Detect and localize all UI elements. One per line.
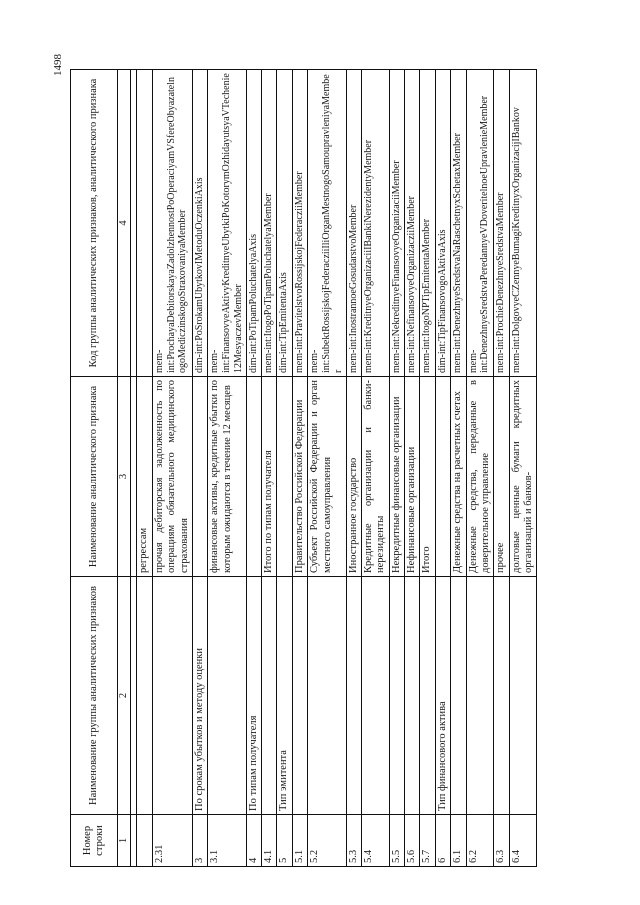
column-number-row [118, 70, 131, 867]
row-number-cell: 5.3 [346, 815, 361, 867]
feature-name-cell: Итого по типам получателя [262, 377, 277, 577]
code-cell: mem-int:NekreditnyeFinansovyeOrganizaciiMember [389, 70, 404, 377]
feature-name-cell: прочее [494, 377, 509, 577]
table-row [405, 70, 420, 867]
header-row [71, 70, 118, 867]
row-number-cell: 4.1 [262, 815, 277, 867]
code-cell: dim-int:TipEmitentaAxis [277, 70, 292, 377]
group-name-cell: По срокам убытков и методу оценки [192, 577, 207, 815]
feature-name-cell: прочая дебиторская задолженность по операциям обязательного медицинского страхования [152, 377, 192, 577]
feature-name-cell: финансовые активы, кредитные убытки по которым ожидаются в течение 12 месяцев [208, 377, 246, 577]
code-cell: mem-int:InostrannoeGosudarstvoMember [346, 70, 361, 377]
group-name-cell [208, 577, 246, 815]
row-number-cell: 5 [277, 815, 292, 867]
page-number: 1498 [52, 54, 64, 76]
row-number-cell: 3.1 [208, 815, 246, 867]
header-feature-name: Наименование аналитического признака [71, 377, 118, 577]
table-row [308, 70, 346, 867]
feature-name-cell: Денежные средства, переданные в доверительное управление [466, 377, 494, 577]
code-cell: mem-int:ProchieDenezhnyeSredstvaMember [494, 70, 509, 377]
code-cell [137, 70, 152, 377]
table-row [361, 70, 389, 867]
feature-name-cell [192, 377, 207, 577]
group-name-cell [152, 577, 192, 815]
row-number-cell: 6 [435, 815, 450, 867]
column-number: 1 [118, 815, 131, 867]
code-cell: mem-int:SubektRossijskojFederacziiIliOrganMestnogoSamoupravleniyaMember [308, 70, 346, 377]
table-row [466, 70, 494, 867]
row-number-cell: 6.4 [509, 815, 537, 867]
feature-name-cell: Кредитные организации и банки-нерезиденты [361, 377, 389, 577]
row-number-cell: 2.31 [152, 815, 192, 867]
table-row [277, 70, 292, 867]
feature-name-cell: Некредитные финансовые организации [389, 377, 404, 577]
row-number-cell: 6.3 [494, 815, 509, 867]
table-row [246, 70, 261, 867]
code-cell: mem-int:FinansovyeAktivyKreditnyeUbytkiPoKotorymOzhidayutsyaVTechenie12MesyaczevMember [208, 70, 246, 377]
table-row [451, 70, 466, 867]
feature-name-cell [246, 377, 261, 577]
feature-name-cell [277, 377, 292, 577]
row-number-cell: 5.7 [420, 815, 435, 867]
feature-name-cell: Субъект Российской Федерации и орган местного самоуправления [308, 377, 346, 577]
row-number-cell: 5.6 [405, 815, 420, 867]
code-cell: mem-int:ProchayaDebitorskayaZadolzhennostPoOperaciyamVSfereObyazatelnogoMediczinskogoStraxovaniyaMember [152, 70, 192, 377]
analytics-table [70, 69, 537, 867]
table-row [292, 70, 307, 867]
group-name-cell [405, 577, 420, 815]
table-row [346, 70, 361, 867]
table-row [262, 70, 277, 867]
group-name-cell [494, 577, 509, 815]
group-name-cell [361, 577, 389, 815]
group-name-cell [389, 577, 404, 815]
feature-name-cell: Правительство Российской Федерации [292, 377, 307, 577]
group-name-cell [420, 577, 435, 815]
group-name-cell [137, 577, 152, 815]
table-row [420, 70, 435, 867]
group-name-cell [346, 577, 361, 815]
group-name-cell: Тип финансового актива [435, 577, 450, 815]
feature-name-cell: Итого [420, 377, 435, 577]
row-number-cell: 5.2 [308, 815, 346, 867]
code-cell: dim-int:TipFinansovogoAktivaAxis [435, 70, 450, 377]
code-cell: mem-int:DolgovyeCZennyeBumagiKreditnyxOrganizacijIBankov [509, 70, 537, 377]
code-cell: mem-int:ItogoNPTipEmitentaMember [420, 70, 435, 377]
row-number-cell: 6.2 [466, 815, 494, 867]
row-number-cell [137, 815, 152, 867]
feature-name-cell [435, 377, 450, 577]
row-number-cell: 5.1 [292, 815, 307, 867]
feature-name-cell: Денежные средства на расчетных счетах [451, 377, 466, 577]
table-row [389, 70, 404, 867]
code-cell: mem-int:DenezhnyeSredstvaPeredannyeVDoveritelnoeUpravlenieMember [466, 70, 494, 377]
column-number: 2 [118, 577, 131, 815]
code-cell: mem-int:ItogoPoTipamPoluchatelyaMember [262, 70, 277, 377]
row-number-cell: 5.5 [389, 815, 404, 867]
row-number-cell: 6.1 [451, 815, 466, 867]
table-row [208, 70, 246, 867]
feature-name-cell: регрессам [137, 377, 152, 577]
group-name-cell [509, 577, 537, 815]
code-cell: mem-int:PravitelstvoRossijskojFederacziiMember [292, 70, 307, 377]
column-number: 4 [118, 70, 131, 377]
group-name-cell [292, 577, 307, 815]
feature-name-cell: долговые ценные бумаги кредитных организаций и банков- [509, 377, 537, 577]
table-row [494, 70, 509, 867]
group-name-cell [262, 577, 277, 815]
table-row [152, 70, 192, 867]
group-name-cell [308, 577, 346, 815]
code-cell: dim-int:PoSrokamUbytkovIMetoduOczenkiAxis [192, 70, 207, 377]
table-row [509, 70, 537, 867]
table-row [435, 70, 450, 867]
row-number-cell: 4 [246, 815, 261, 867]
table-row [192, 70, 207, 867]
code-cell: mem-int:DenezhnyeSredstvaNaRaschetnyxSchetaxMember [451, 70, 466, 377]
rotated-page [47, 22, 587, 867]
header-row-number: Номер строки [71, 815, 118, 867]
feature-name-cell: Нефинансовые организации [405, 377, 420, 577]
table-body [137, 70, 537, 867]
group-name-cell [451, 577, 466, 815]
group-name-cell [466, 577, 494, 815]
header-group-name: Наименование группы аналитических признаков [71, 577, 118, 815]
feature-name-cell: Иностранное государство [346, 377, 361, 577]
column-number: 3 [118, 377, 131, 577]
group-name-cell: По типам получателя [246, 577, 261, 815]
code-cell: mem-int:KreditnyeOrganizaciiIBankiNerezidentyMember [361, 70, 389, 377]
code-cell: mem-int:NefinansovyeOrganizacziiMember [405, 70, 420, 377]
code-cell: dim-int:PoTipamPoluchatelyaAxis [246, 70, 261, 377]
header-code: Код группы аналитических признаков, аналитического признака [71, 70, 118, 377]
table-row [137, 70, 152, 867]
row-number-cell: 5.4 [361, 815, 389, 867]
group-name-cell: Тип эмитента [277, 577, 292, 815]
row-number-cell: 3 [192, 815, 207, 867]
